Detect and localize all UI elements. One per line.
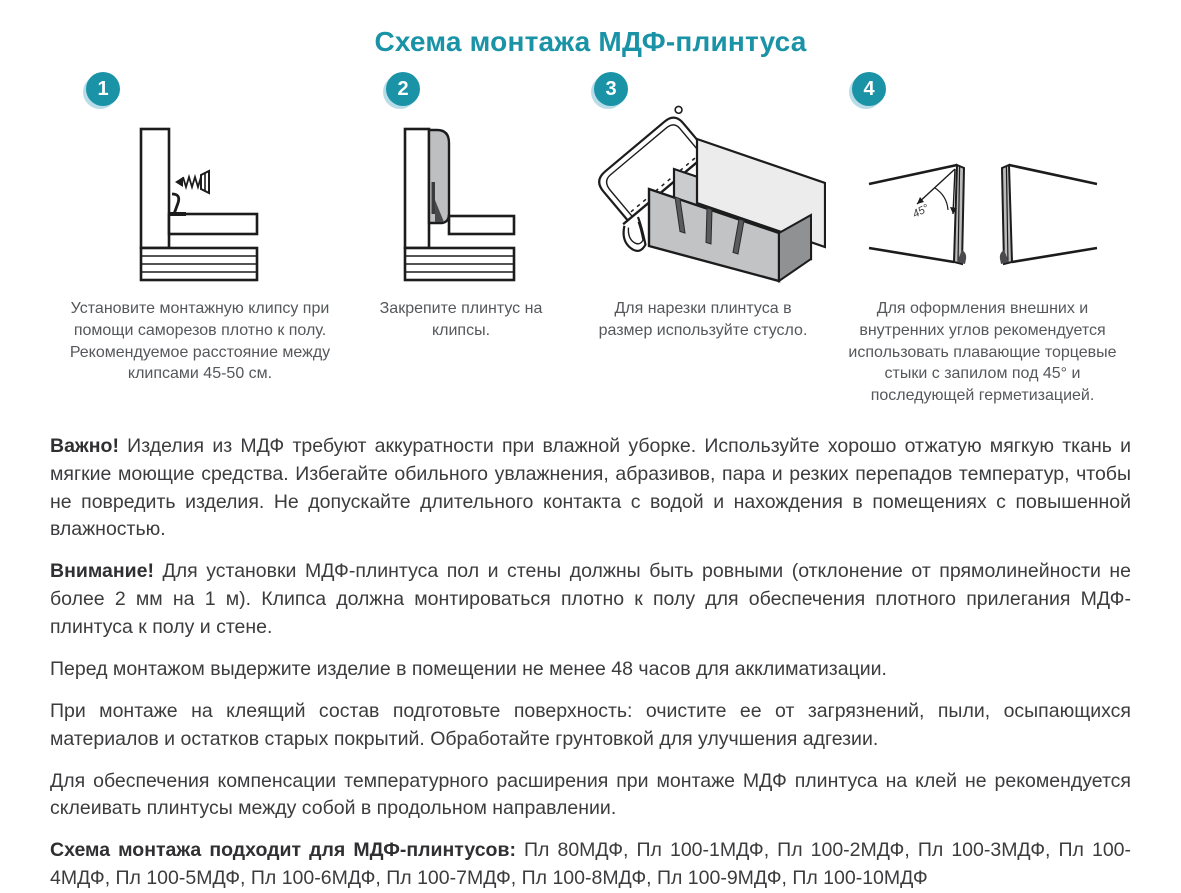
miter-box-saw-icon xyxy=(581,79,826,284)
step-1-caption: Установите монтажную клипсу при помощи саморезов плотно к полу. Рекомендуемое расстояние между клипсами 45-50 см. xyxy=(69,300,331,383)
step-number: 2 xyxy=(397,77,409,100)
step-2-number-badge xyxy=(386,72,420,106)
corner-joint-45-icon xyxy=(867,156,1099,284)
compatible-models xyxy=(50,837,1131,893)
notice-acclimatization xyxy=(50,656,1131,684)
notice-glue-surface xyxy=(50,698,1131,754)
notes-section xyxy=(50,433,1131,893)
step-number: 3 xyxy=(605,77,617,100)
models-list: Пл 80МДФ, Пл 100-1МДФ, Пл 100-2МДФ, Пл 100-3МДФ, Пл 100-4МДФ, Пл 100-5МДФ, Пл 100-6МДФ, Пл 100-7МДФ, Пл 100-8МДФ, Пл 100-9МДФ, Пл 100-10МДФ xyxy=(50,839,1132,890)
step-4-caption: Для оформления внешних и внутренних углов рекомендуется использовать плавающие торцевые стыки с запилом под 45° и последующей герметизацией. xyxy=(848,300,1117,404)
step-number: 4 xyxy=(863,77,875,100)
notice-expansion xyxy=(50,768,1131,824)
installation-steps xyxy=(50,72,1131,407)
step-1-number-badge xyxy=(86,72,120,106)
step-3-caption: Для нарезки плинтуса в размер используйте стусло. xyxy=(598,300,808,339)
notice-lead: Внимание! xyxy=(50,560,154,583)
clip-screw-icon xyxy=(138,126,263,284)
notice-text: Перед монтажом выдержите изделие в помещении не менее 48 часов для акклиматизации. xyxy=(50,657,887,680)
notice-text: При монтаже на клеящий состав подготовьте поверхность: очистите ее от загрязнений, пыли, осыпающихся материалов и остатков старых покрытий. Обработайте грунтовкой для улучшения адгезии. xyxy=(50,699,1131,750)
corner-joint-diagram xyxy=(834,72,1131,284)
notice-text: Для установки МДФ-плинтуса пол и стены должны быть ровными (отклонение от прямолинейности не более 2 мм на 1 м). Клипса должна монтироваться плотно к полу для обеспечения плотного прилегания МДФ-плинтуса к полу и стене. xyxy=(50,560,1131,638)
step-4 xyxy=(834,72,1131,407)
step-2-caption: Закрепите плинтус на клипсы. xyxy=(379,300,543,339)
step-3-number-badge xyxy=(594,72,628,106)
page-title: Схема монтажа МДФ-плинтуса xyxy=(374,26,807,57)
notice-lead: Важно! xyxy=(50,434,119,457)
notice-attention xyxy=(50,558,1131,642)
notice-important xyxy=(50,433,1131,545)
models-lead: Схема монтажа подходит для МДФ-плинтусов: xyxy=(50,839,516,862)
angle-label: 45° xyxy=(910,202,931,221)
plinth-on-clip-icon xyxy=(402,126,520,284)
notice-text: Для обеспечения компенсации температурного расширения при монтаже МДФ плинтуса на клей не рекомендуется склеивать плинтусы между собой в продольном направлении. xyxy=(50,769,1131,820)
step-2 xyxy=(350,72,572,407)
step-1 xyxy=(50,72,350,407)
step-3 xyxy=(572,72,834,407)
notice-text: Изделия из МДФ требуют аккуратности при влажной уборке. Используйте хорошо отжатую мягкую ткань и мягкие моющие средства. Избегайте обильного увлажнения, абразивов, пара и резких перепадов температур, чтобы не повредить изделия. Не допускайте длительного контакта с водой и нахождения в помещениях с повышенной влажностью. xyxy=(50,434,1132,541)
step-4-number-badge xyxy=(852,72,886,106)
step-number: 1 xyxy=(97,77,109,100)
plinth-on-clip-diagram xyxy=(350,72,572,284)
